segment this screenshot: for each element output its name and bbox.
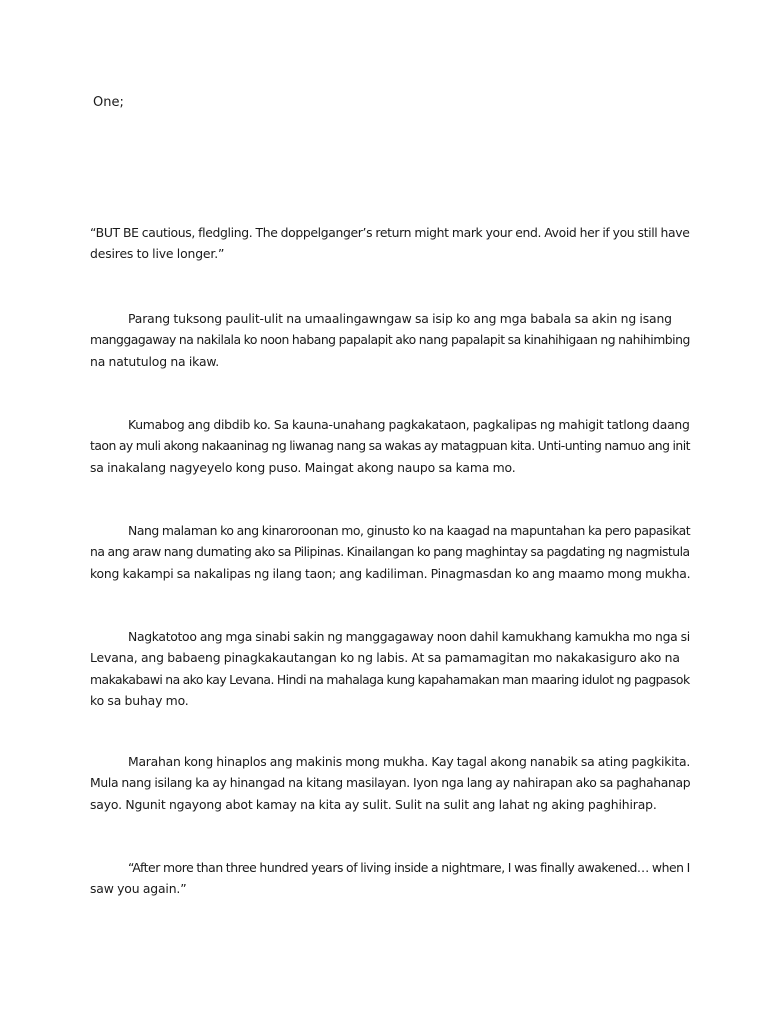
paragraph-line: taon ay muli akong nakaaninag ng liwanag nang sa wakas ay matagpuan kita. Unti-unting namuo ang init	[90, 438, 690, 454]
paragraph-6	[90, 751, 691, 815]
paragraph-line: Nang malaman ko ang kinaroroonan mo, ginusto ko na kaagad na mapuntahan ka pero papasikat	[128, 523, 691, 538]
paragraph-line: Kumabog ang dibdib ko. Sa kauna-unahang pagkakataon, pagkalipas ng mahigit tatlong daang	[128, 417, 690, 432]
paragraph-line: na ang araw nang dumating ako sa Pilipinas. Kinailangan ko pang maghintay sa pagdating ng nagmistula	[90, 544, 690, 560]
paragraph-line: desires to live longer.”	[90, 246, 225, 262]
paragraph-line: Nagkatotoo ang mga sinabi sakin ng manggagaway noon dahil kamukhang kamukha mo nga si	[128, 629, 690, 644]
paragraph-line: ko sa buhay mo.	[90, 692, 189, 708]
chapter-heading: One;	[93, 95, 124, 110]
paragraph-line: sa inakalang nagyeyelo kong puso. Maingat akong naupo sa kama mo.	[90, 459, 516, 475]
paragraph-line: Parang tuksong paulit-ulit na umaalingawngaw sa isip ko ang mga babala sa akin ng isang	[128, 311, 672, 326]
paragraph-5	[90, 626, 690, 711]
paragraph-line: “BUT BE cautious, fledgling. The doppelganger’s return might mark your end. Avoid her if you still have	[90, 225, 690, 240]
paragraph-3	[90, 414, 690, 478]
paragraph-2	[90, 308, 690, 372]
paragraph-line: manggagaway na nakilala ko noon habang papalapit ako nang papalapit sa kinahihigaan ng nahihimbing	[90, 332, 690, 348]
paragraph-line: saw you again.”	[90, 881, 187, 897]
paragraph-7	[90, 857, 690, 900]
paragraph-line: makakabawi na ako kay Levana. Hindi na mahalaga kung kapahamakan man maaring idulot ng pagpasok	[90, 671, 690, 687]
paragraph-line: Marahan kong hinaplos ang makinis mong mukha. Kay tagal akong nanabik sa ating pagkikita.	[128, 754, 691, 769]
paragraph-line: kong kakampi sa nakalipas ng ilang taon; ang kadiliman. Pinagmasdan ko ang maamo mong mukha.	[90, 565, 691, 581]
paragraph-line: na natutulog na ikaw.	[90, 353, 220, 369]
paragraph-1	[90, 222, 690, 265]
paragraph-line: “After more than three hundred years of living inside a nightmare, I was finally awakened… when I	[128, 860, 690, 875]
paragraph-line: sayo. Ngunit ngayong abot kamay na kita ay sulit. Sulit na sulit ang lahat ng aking paghihirap.	[90, 796, 657, 812]
paragraph-line: Mula nang isilang ka ay hinangad na kitang masilayan. Iyon nga lang ay nahirapan ako sa paghahanap	[90, 775, 691, 791]
paragraph-4	[90, 520, 691, 584]
paragraph-line: Levana, ang babaeng pinagkakautangan ko ng labis. At sa pamamagitan mo nakakasiguro ako na	[90, 650, 680, 666]
